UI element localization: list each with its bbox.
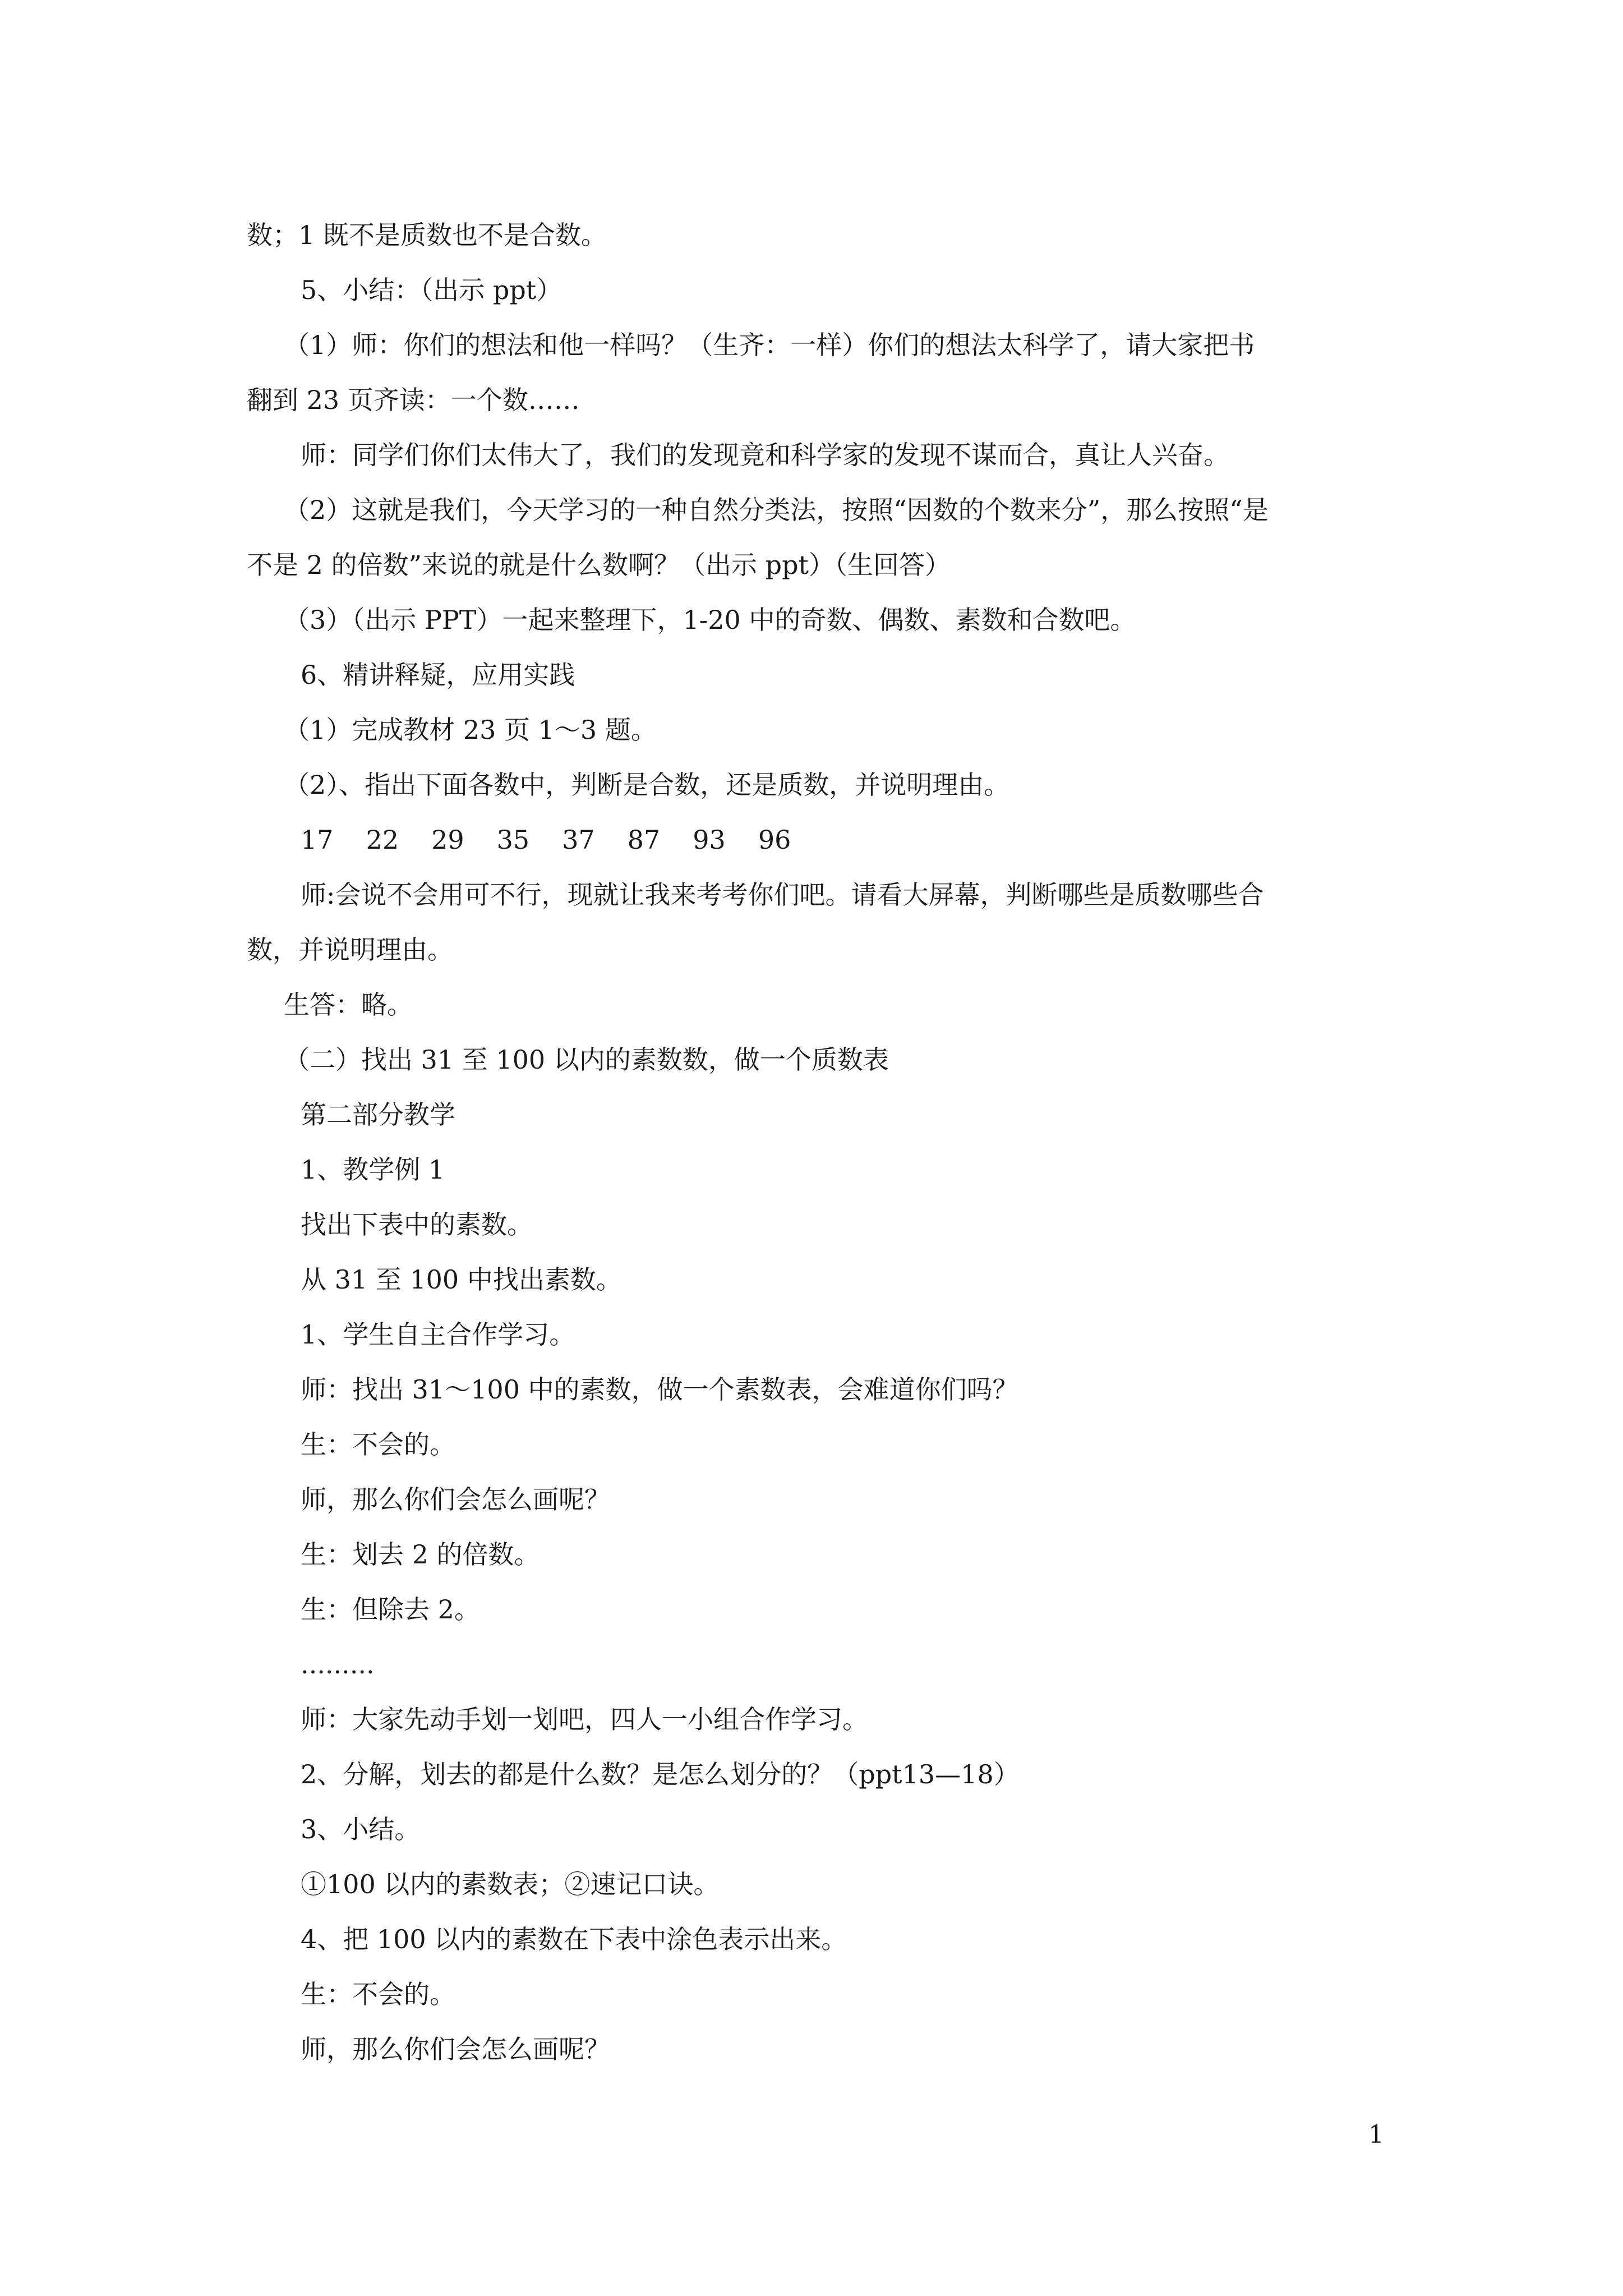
paragraph-line: 生：不会的。 bbox=[301, 1429, 455, 1460]
paragraph-line: （3）（出示 PPT）一起来整理下，1-20 中的奇数、偶数、素数和合数吧。 bbox=[284, 605, 1136, 635]
paragraph-line: 3、小结。 bbox=[301, 1814, 421, 1844]
paragraph-line: 1、教学例 1 bbox=[301, 1154, 445, 1185]
paragraph-line: 师：大家先动手划一划吧，四人一小组合作学习。 bbox=[301, 1704, 868, 1734]
paragraph-line: 从 31 至 100 中找出素数。 bbox=[301, 1264, 622, 1295]
paragraph-line: 数，并说明理由。 bbox=[247, 935, 453, 965]
number-item: 35 bbox=[496, 825, 530, 855]
paragraph-line: ①100 以内的素数表；②速记口诀。 bbox=[301, 1869, 720, 1899]
paragraph-line: 生答：略。 bbox=[284, 990, 413, 1020]
paragraph-line: ......... bbox=[301, 1649, 375, 1680]
body-text bbox=[247, 208, 1380, 2077]
paragraph-line: 师：同学们你们太伟大了，我们的发现竟和科学家的发现不谋而合，真让人兴奋。 bbox=[301, 440, 1229, 470]
paragraph-line: 找出下表中的素数。 bbox=[301, 1209, 533, 1240]
paragraph-line: 生：划去 2 的倍数。 bbox=[301, 1539, 540, 1570]
paragraph-line: （1）师：你们的想法和他一样吗？（生齐：一样）你们的想法太科学了，请大家把书 bbox=[284, 330, 1255, 360]
paragraph-line: 数；1 既不是质数也不是合数。 bbox=[247, 220, 607, 250]
paragraph-line: （二）找出 31 至 100 以内的素数数，做一个质数表 bbox=[284, 1045, 889, 1075]
paragraph-line: 翻到 23 页齐读：一个数…… bbox=[247, 385, 580, 415]
paragraph-line: 师：找出 31～100 中的素数，做一个素数表，会难道你们吗？ bbox=[301, 1374, 1018, 1405]
paragraph-line: （2）这就是我们，今天学习的一种自然分类法，按照“因数的个数来分”，那么按照“是 bbox=[284, 495, 1269, 525]
number-item: 93 bbox=[693, 825, 726, 855]
page-number: 1 bbox=[1368, 2120, 1384, 2149]
paragraph-line: （1）完成教材 23 页 1～3 题。 bbox=[284, 715, 657, 745]
number-item: 37 bbox=[562, 825, 595, 855]
paragraph-line: 师:会说不会用可不行，现就让我来考考你们吧。请看大屏幕，判断哪些是质数哪些合 bbox=[301, 880, 1264, 910]
paragraph-line: 生：但除去 2。 bbox=[301, 1594, 480, 1625]
paragraph-line: 2、分解，划去的都是什么数？是怎么划分的？（ppt13—18） bbox=[301, 1759, 1020, 1789]
number-item: 22 bbox=[366, 825, 399, 855]
paragraph-line: 4、把 100 以内的素数在下表中涂色表示出来。 bbox=[301, 1924, 847, 1954]
number-item: 96 bbox=[758, 825, 791, 855]
paragraph-line: 不是 2 的倍数”来说的就是什么数啊？（出示 ppt）（生回答） bbox=[247, 550, 951, 580]
number-list bbox=[247, 812, 1380, 867]
paragraph-line: 6、精讲释疑，应用实践 bbox=[301, 660, 575, 690]
number-item: 29 bbox=[431, 825, 464, 855]
paragraph-line: 生：不会的。 bbox=[301, 1979, 455, 2009]
number-item: 87 bbox=[627, 825, 661, 855]
paragraph-line: （2）、指出下面各数中，判断是合数，还是质数，并说明理由。 bbox=[284, 770, 1010, 800]
paragraph-line: 师，那么你们会怎么画呢？ bbox=[301, 2034, 610, 2064]
paragraph-line: 第二部分教学 bbox=[301, 1099, 455, 1130]
paragraph-line: 1、学生自主合作学习。 bbox=[301, 1319, 575, 1350]
number-item: 17 bbox=[301, 825, 334, 855]
paragraph-line: 5、小结：（出示 ppt） bbox=[301, 275, 562, 305]
paragraph-line: 师，那么你们会怎么画呢？ bbox=[301, 1484, 610, 1515]
